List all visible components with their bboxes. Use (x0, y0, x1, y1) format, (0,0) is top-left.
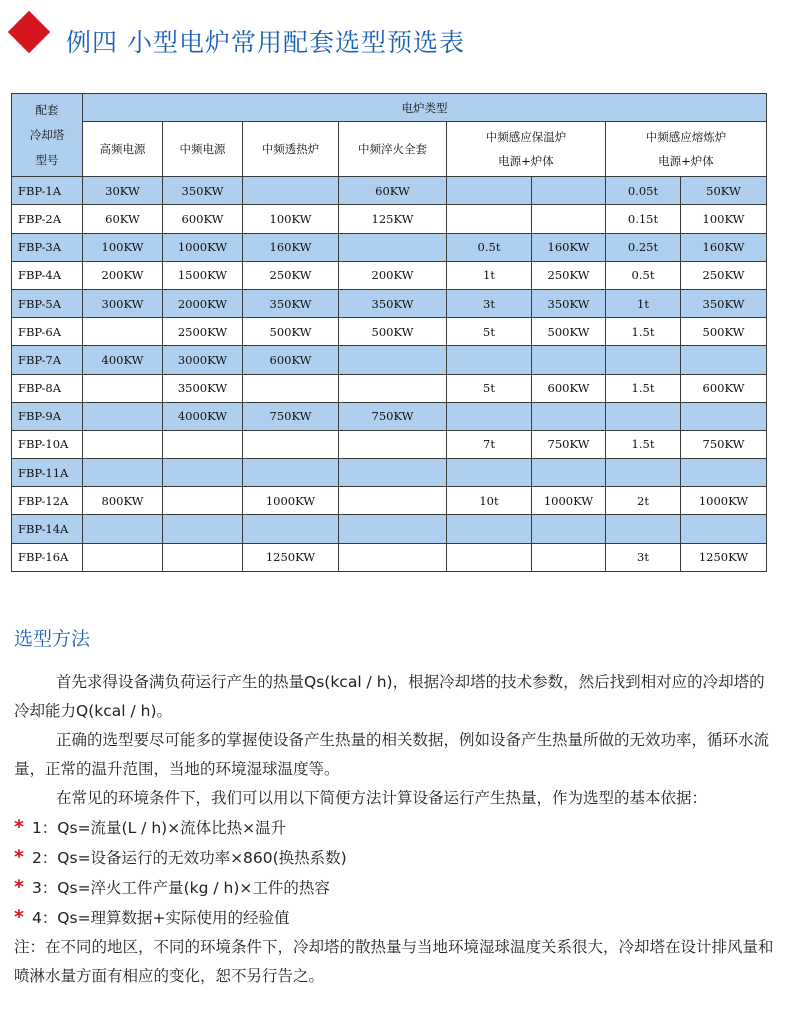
value-cell: 0.5t (447, 233, 532, 261)
page-title: 例四 小型电炉常用配套选型预选表 (66, 28, 465, 57)
value-cell: 60KW (83, 205, 163, 233)
model-cell: FBP-4A (12, 261, 83, 289)
value-cell (83, 318, 163, 346)
value-cell: 5t (447, 318, 532, 346)
table-row (12, 374, 767, 402)
col-holding-line-2: 电源+炉体 (498, 154, 554, 169)
value-cell: 350KW (243, 289, 339, 317)
value-cell (339, 346, 447, 374)
value-cell (163, 543, 243, 571)
value-cell: 250KW (681, 261, 767, 289)
model-cell: FBP-10A (12, 430, 83, 458)
value-cell: 100KW (83, 233, 163, 261)
value-cell: 200KW (339, 261, 447, 289)
value-cell (243, 430, 339, 458)
formula-text: 2：Qs=设备运行的无效功率×860(换热系数) (31, 849, 347, 867)
table-row (12, 318, 767, 346)
value-cell (447, 205, 532, 233)
value-cell: 1t (606, 289, 681, 317)
value-cell: 7t (447, 430, 532, 458)
value-cell (681, 459, 767, 487)
value-cell: 750KW (532, 430, 606, 458)
value-cell (532, 515, 606, 543)
value-cell: 350KW (339, 289, 447, 317)
col-mid-heat: 中频透热炉 (243, 122, 339, 177)
value-cell: 750KW (243, 402, 339, 430)
value-cell: 600KW (163, 205, 243, 233)
group-header: 电炉类型 (83, 94, 767, 122)
value-cell: 160KW (243, 233, 339, 261)
value-cell: 3t (606, 543, 681, 571)
value-cell (339, 487, 447, 515)
model-cell: FBP-16A (12, 543, 83, 571)
value-cell (83, 459, 163, 487)
value-cell: 0.15t (606, 205, 681, 233)
value-cell: 1250KW (681, 543, 767, 571)
value-cell: 0.25t (606, 233, 681, 261)
table-row (12, 205, 767, 233)
star-icon: * (14, 846, 24, 868)
formula-text: 1：Qs=流量(L / h)×流体比热×温升 (31, 819, 287, 837)
value-cell: 800KW (83, 487, 163, 515)
table-row (12, 233, 767, 261)
value-cell (681, 402, 767, 430)
value-cell (339, 459, 447, 487)
note: 注：在不同的地区，不同的环境条件下，冷却塔的散热量与当地环境湿球温度关系很大，冷却塔在设计排风量和喷淋水量方面有相应的变化，恕不另行告之。 (14, 938, 774, 985)
col-holding-line-1: 中频感应保温炉 (485, 130, 567, 145)
col-mid-quench: 中频淬火全套 (339, 122, 447, 177)
formula-item (14, 903, 774, 933)
value-cell: 0.5t (606, 261, 681, 289)
value-cell (606, 346, 681, 374)
selection-table (11, 93, 767, 572)
value-cell (532, 543, 606, 571)
table-row (12, 515, 767, 543)
table-row (12, 543, 767, 571)
value-cell: 30KW (83, 177, 163, 205)
value-cell: 10t (447, 487, 532, 515)
model-cell: FBP-5A (12, 289, 83, 317)
value-cell (339, 515, 447, 543)
corner-line-3: 型号 (35, 152, 59, 167)
star-icon: * (14, 816, 24, 838)
col-high-freq: 高频电源 (83, 122, 163, 177)
value-cell (163, 487, 243, 515)
model-cell: FBP-6A (12, 318, 83, 346)
col-melting-line-1: 中频感应熔炼炉 (645, 130, 727, 145)
value-cell: 500KW (339, 318, 447, 346)
value-cell (339, 430, 447, 458)
corner-line-2: 冷却塔 (29, 127, 65, 142)
value-cell (163, 459, 243, 487)
value-cell (83, 402, 163, 430)
value-cell: 1000KW (681, 487, 767, 515)
model-cell: FBP-14A (12, 515, 83, 543)
value-cell: 0.05t (606, 177, 681, 205)
paragraph: 在常见的环境条件下，我们可以用以下简便方法计算设备运行产生热量，作为选型的基本依据： (56, 789, 708, 807)
value-cell: 350KW (163, 177, 243, 205)
model-cell: FBP-9A (12, 402, 83, 430)
value-cell: 500KW (532, 318, 606, 346)
value-cell: 100KW (243, 205, 339, 233)
value-cell (606, 402, 681, 430)
value-cell: 600KW (532, 374, 606, 402)
value-cell: 250KW (532, 261, 606, 289)
value-cell: 160KW (532, 233, 606, 261)
value-cell (447, 459, 532, 487)
table-row (12, 430, 767, 458)
value-cell: 300KW (83, 289, 163, 317)
value-cell: 500KW (681, 318, 767, 346)
value-cell: 500KW (243, 318, 339, 346)
model-cell: FBP-2A (12, 205, 83, 233)
table-row (12, 487, 767, 515)
value-cell: 1000KW (532, 487, 606, 515)
value-cell: 125KW (339, 205, 447, 233)
value-cell (532, 402, 606, 430)
value-cell (83, 543, 163, 571)
value-cell: 750KW (681, 430, 767, 458)
value-cell (447, 177, 532, 205)
value-cell (243, 515, 339, 543)
value-cell: 1000KW (163, 233, 243, 261)
value-cell (681, 515, 767, 543)
value-cell: 750KW (339, 402, 447, 430)
method-text (14, 668, 774, 991)
value-cell: 60KW (339, 177, 447, 205)
model-cell: FBP-7A (12, 346, 83, 374)
value-cell (606, 515, 681, 543)
paragraph: 首先求得设备满负荷运行产生的热量Qs(kcal / h)，根据冷却塔的技术参数，然后找到相对应的冷却塔的冷却能力Q(kcal / h)。 (14, 673, 765, 720)
formula-item (14, 813, 774, 843)
star-icon: * (14, 906, 24, 928)
formula-item (14, 843, 774, 873)
value-cell (532, 177, 606, 205)
model-cell: FBP-1A (12, 177, 83, 205)
model-cell: FBP-8A (12, 374, 83, 402)
value-cell (606, 459, 681, 487)
value-cell (243, 374, 339, 402)
value-cell: 160KW (681, 233, 767, 261)
value-cell (532, 346, 606, 374)
value-cell (447, 346, 532, 374)
red-diamond-icon (8, 11, 50, 53)
value-cell (532, 459, 606, 487)
page-header (0, 0, 790, 82)
value-cell: 250KW (243, 261, 339, 289)
value-cell (447, 543, 532, 571)
value-cell: 2t (606, 487, 681, 515)
col-melting-line-2: 电源+炉体 (658, 154, 714, 169)
value-cell: 1250KW (243, 543, 339, 571)
value-cell (339, 374, 447, 402)
value-cell (681, 346, 767, 374)
value-cell: 3t (447, 289, 532, 317)
value-cell: 1t (447, 261, 532, 289)
value-cell: 2000KW (163, 289, 243, 317)
table-row (12, 177, 767, 205)
model-cell: FBP-12A (12, 487, 83, 515)
value-cell: 350KW (681, 289, 767, 317)
value-cell: 3000KW (163, 346, 243, 374)
value-cell (339, 233, 447, 261)
value-cell: 100KW (681, 205, 767, 233)
model-cell: FBP-3A (12, 233, 83, 261)
value-cell (339, 543, 447, 571)
value-cell: 350KW (532, 289, 606, 317)
value-cell (243, 459, 339, 487)
value-cell (83, 430, 163, 458)
col-melting-furnace (606, 122, 767, 177)
value-cell: 400KW (83, 346, 163, 374)
formula-text: 3：Qs=淬火工件产量(kg / h)×工件的热容 (31, 879, 330, 897)
paragraph: 正确的选型要尽可能多的掌握使设备产生热量的相关数据，例如设备产生热量所做的无效功率，循环水流量，正常的温升范围，当地的环境湿球温度等。 (14, 731, 770, 778)
value-cell: 1500KW (163, 261, 243, 289)
value-cell (83, 374, 163, 402)
table-row (12, 459, 767, 487)
value-cell (447, 402, 532, 430)
corner-line-1: 配套 (35, 102, 59, 117)
value-cell: 200KW (83, 261, 163, 289)
value-cell: 600KW (243, 346, 339, 374)
table-row (12, 402, 767, 430)
value-cell (447, 515, 532, 543)
value-cell (532, 205, 606, 233)
value-cell (83, 515, 163, 543)
value-cell: 1.5t (606, 374, 681, 402)
value-cell: 1000KW (243, 487, 339, 515)
value-cell: 5t (447, 374, 532, 402)
col-mid-freq: 中频电源 (163, 122, 243, 177)
value-cell: 50KW (681, 177, 767, 205)
table-row (12, 289, 767, 317)
value-cell: 1.5t (606, 318, 681, 346)
value-cell: 3500KW (163, 374, 243, 402)
model-cell: FBP-11A (12, 459, 83, 487)
value-cell: 2500KW (163, 318, 243, 346)
value-cell (163, 430, 243, 458)
formula-item (14, 873, 774, 903)
table-row (12, 346, 767, 374)
col-holding-furnace (447, 122, 606, 177)
value-cell (163, 515, 243, 543)
value-cell: 1.5t (606, 430, 681, 458)
value-cell (243, 177, 339, 205)
formula-text: 4：Qs=理算数据+实际使用的经验值 (31, 909, 290, 927)
value-cell: 4000KW (163, 402, 243, 430)
star-icon: * (14, 876, 24, 898)
value-cell: 600KW (681, 374, 767, 402)
table-row (12, 261, 767, 289)
corner-header (12, 94, 83, 177)
section-title: 选型方法 (14, 628, 91, 650)
